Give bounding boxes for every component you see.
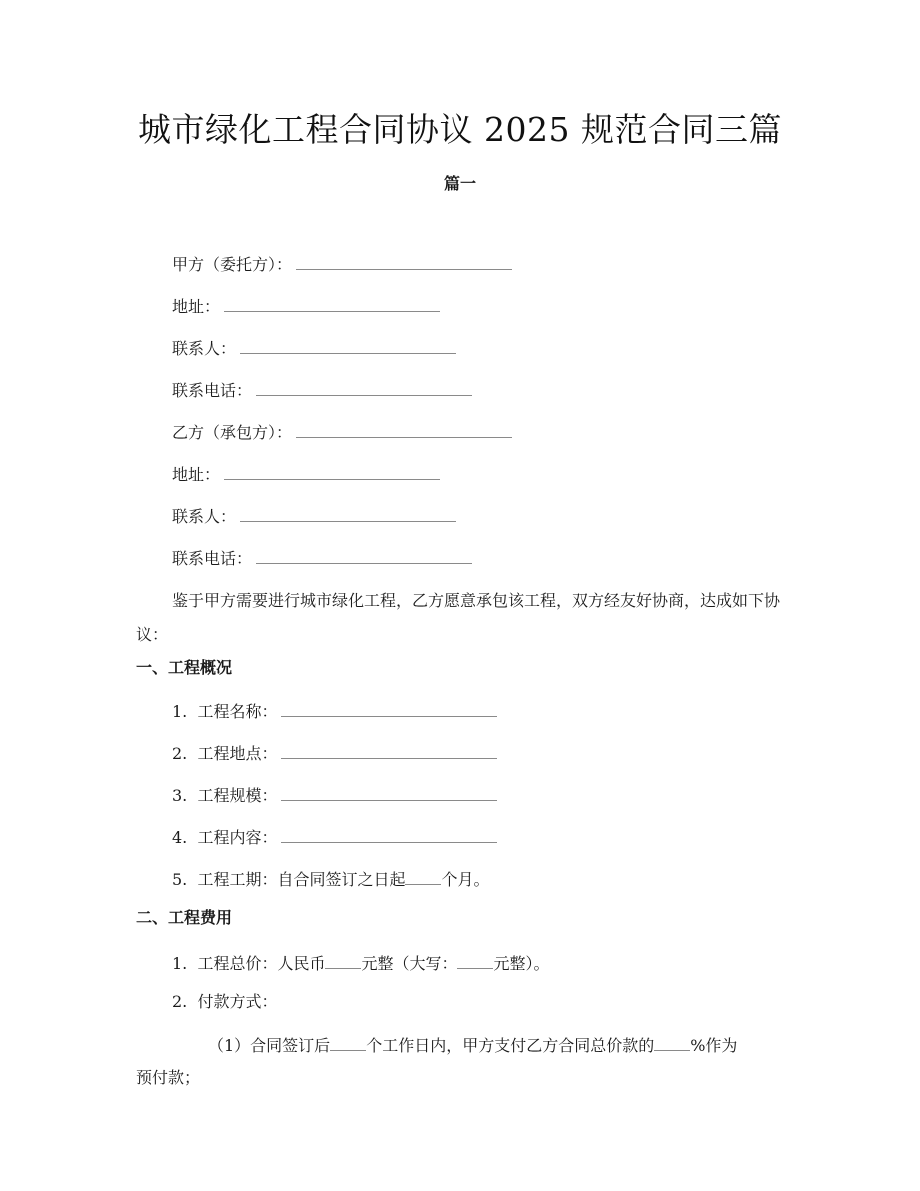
- item-number: 1.: [172, 702, 188, 721]
- party-a-contact-line: [172, 335, 456, 361]
- price-blank[interactable]: [325, 950, 361, 969]
- item-text: 付款方式：: [197, 992, 278, 1011]
- item-number: 4.: [172, 828, 188, 847]
- party-b-label: 乙方（承包方）：: [172, 423, 293, 442]
- workdays-blank[interactable]: [330, 1032, 366, 1051]
- party-b-phone-line: [172, 545, 472, 571]
- section-1-item: [172, 698, 497, 724]
- party-b-contact-line: [172, 503, 456, 529]
- item-number: 5.: [172, 870, 188, 889]
- section-1-item: [172, 824, 497, 850]
- item-label: 工程地点：: [197, 744, 278, 763]
- party-a-phone-label: 联系电话：: [172, 381, 253, 400]
- item-number: 2.: [172, 992, 188, 1011]
- months-blank[interactable]: [405, 866, 441, 885]
- item-text-b: 元整（大写：: [361, 954, 458, 973]
- item-number: 1.: [172, 954, 188, 973]
- party-b-contact-blank[interactable]: [240, 503, 456, 522]
- party-b-phone-label: 联系电话：: [172, 549, 253, 568]
- section-2-item-2: [172, 990, 277, 1014]
- item-text-after: 个月。: [441, 870, 490, 889]
- item-text-a: 工程总价：人民币: [197, 954, 326, 973]
- item-blank[interactable]: [281, 740, 497, 759]
- item-blank[interactable]: [281, 698, 497, 717]
- party-a-contact-blank[interactable]: [240, 335, 456, 354]
- item-number: 3.: [172, 786, 188, 805]
- party-a-phone-line: [172, 377, 472, 403]
- preamble-paragraph: 鉴于甲方需要进行城市绿化工程，乙方愿意承包该工程，双方经友好协商，达成如下协议：: [136, 591, 781, 644]
- item-blank[interactable]: [281, 782, 497, 801]
- price-uppercase-blank[interactable]: [457, 950, 493, 969]
- party-a-address-line: [172, 293, 440, 319]
- clause-text-c: %作为: [690, 1036, 738, 1055]
- party-b-address-blank[interactable]: [224, 461, 440, 480]
- party-a-phone-blank[interactable]: [256, 377, 472, 396]
- party-b-address-label: 地址：: [172, 465, 221, 484]
- percent-blank[interactable]: [654, 1032, 690, 1051]
- clause-text-a: （1）合同签订后: [208, 1036, 331, 1055]
- document-subtitle: 篇一: [443, 174, 476, 193]
- party-a-address-blank[interactable]: [224, 293, 440, 312]
- party-b-line: [172, 419, 512, 445]
- document-title: 城市绿化工程合同协议 2025 规范合同三篇: [138, 110, 782, 149]
- party-a-blank[interactable]: [296, 251, 512, 270]
- party-a-line: [172, 251, 512, 277]
- party-b-blank[interactable]: [296, 419, 512, 438]
- clause-text-b: 个工作日内，甲方支付乙方合同总价款的: [366, 1036, 655, 1055]
- section-2-item-1: [172, 950, 549, 976]
- section-1-item-5: [172, 866, 489, 892]
- party-a-contact-label: 联系人：: [172, 339, 237, 358]
- item-label: 工程内容：: [197, 828, 278, 847]
- item-label: 工程名称：: [197, 702, 278, 721]
- item-label: 工程规模：: [197, 786, 278, 805]
- item-number: 2.: [172, 744, 188, 763]
- section-1-item: [172, 740, 497, 766]
- party-b-address-line: [172, 461, 440, 487]
- section-1-item: [172, 782, 497, 808]
- item-text-c: 元整）。: [493, 954, 550, 973]
- section-1-heading: 一、工程概况: [136, 658, 233, 677]
- party-b-phone-blank[interactable]: [256, 545, 472, 564]
- section-2-heading: 二、工程费用: [136, 908, 233, 927]
- party-a-address-label: 地址：: [172, 297, 221, 316]
- party-a-label: 甲方（委托方）：: [172, 255, 293, 274]
- payment-clause-1-continued: 预付款；: [136, 1068, 201, 1087]
- payment-clause-1: [208, 1032, 737, 1058]
- party-b-contact-label: 联系人：: [172, 507, 237, 526]
- item-blank[interactable]: [281, 824, 497, 843]
- item-text: 工程工期：自合同签订之日起: [197, 870, 406, 889]
